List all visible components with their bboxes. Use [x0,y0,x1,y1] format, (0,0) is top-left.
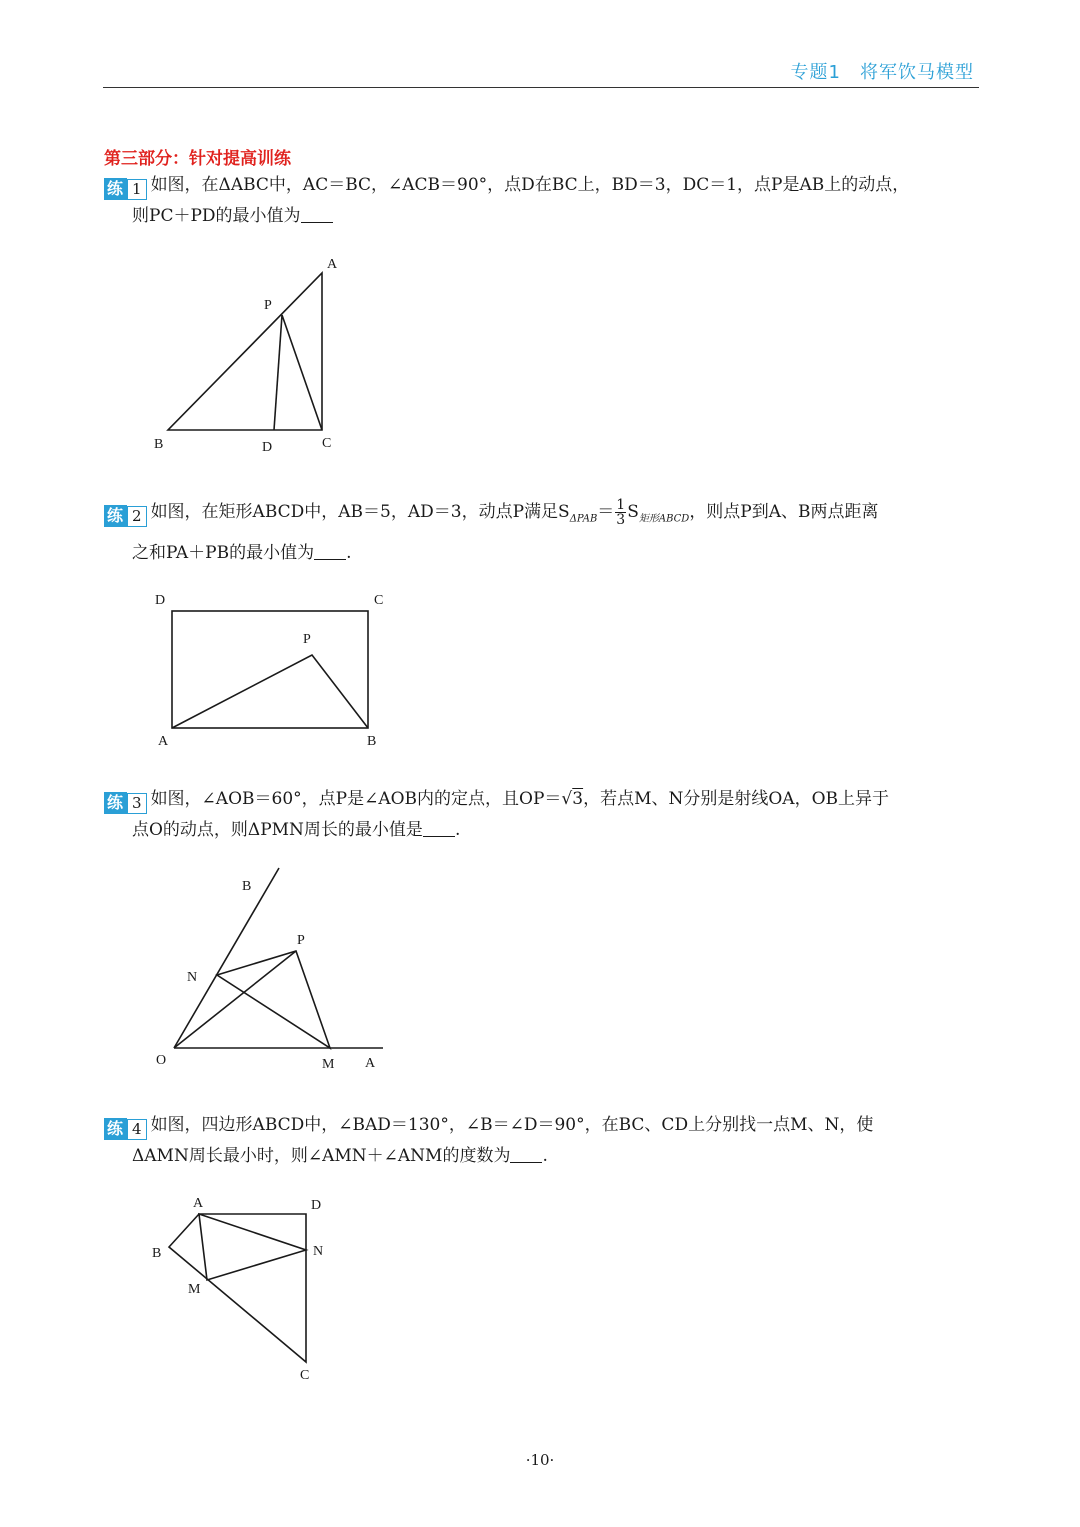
problem-text: 如图，在ΔABC中，AC＝BC，∠ACB＝90°，点D在BC上，BD＝3，DC＝1，点P是AB上的动点， [150,175,910,195]
problem-1 [104,170,980,232]
label-b: B [154,437,164,452]
problem-text: 之和PA＋PB的最小值为 [132,543,315,564]
answer-blank [314,543,346,560]
problem-badge [104,1118,147,1140]
area-symbol: S [627,502,639,522]
badge-label: 练 [104,792,127,814]
badge-number: 3 [127,793,147,814]
ray-ob [174,868,279,1048]
problem-4-line2 [104,1141,980,1172]
answer-blank [301,206,333,223]
page-number: ·10· [525,1451,555,1469]
label-d: D [155,593,166,608]
problem-3-line1 [104,784,980,815]
problem-3 [104,784,980,846]
label-b: B [367,734,377,749]
figure-3 [150,862,390,1077]
header-title: 专题1 将军饮马模型 [790,62,974,83]
label-b: B [242,879,252,894]
label-c: C [322,436,332,451]
label-b: B [152,1246,162,1261]
label-o: O [156,1053,167,1068]
period: . [454,820,461,840]
badge-number: 4 [127,1119,147,1140]
problem-1-line1 [104,170,980,201]
period: . [346,543,352,564]
problem-2 [104,497,980,569]
badge-number: 2 [127,506,147,527]
rectangle-abcd [172,611,368,728]
label-a: A [158,734,169,749]
segments-pa-pb [172,655,368,728]
subscript: ΔPAB [569,513,598,525]
problem-text: ，则点P到A、B两点距离 [689,502,879,522]
fraction-numerator: 1 [616,497,626,513]
problem-badge [104,792,147,814]
answer-blank [423,820,455,837]
label-n: N [313,1244,324,1259]
label-a: A [193,1196,204,1211]
segment-pc [282,315,322,430]
badge-label: 练 [104,505,127,527]
problem-text: 如图，在矩形ABCD中，AB＝5，AD＝3，动点P满足S [150,502,570,522]
problem-4-line1 [104,1110,980,1141]
problem-2-line1 [104,497,980,534]
label-m: M [322,1057,335,1072]
badge-label: 练 [104,1118,127,1140]
problem-4 [104,1110,980,1172]
label-c: C [374,593,384,608]
sqrt-radicand: 3 [572,789,584,809]
problem-2-line2 [104,538,980,569]
problem-1-line2 [104,201,980,232]
label-a: A [365,1056,376,1071]
badge-number: 1 [127,179,147,200]
equals-sign: ＝ [597,502,615,522]
label-d: D [262,440,273,455]
fraction-denominator: 3 [616,512,626,528]
fraction [615,498,626,527]
triangle-abc [168,273,322,430]
problem-text: ，若点M、N分别是射线OA，OB上异于 [583,789,890,809]
segment-op [174,951,296,1048]
problem-badge [104,178,147,200]
label-p: P [303,632,311,647]
triangle-amn [199,1214,306,1280]
label-m: M [188,1282,201,1297]
figure-2 [145,585,405,755]
label-a: A [327,257,338,272]
answer-blank [510,1146,542,1163]
figure-4 [145,1190,335,1385]
subscript: 矩形ABCD [638,513,690,525]
label-d: D [311,1198,322,1213]
problem-3-line2 [104,815,980,846]
problem-text: 如图，∠AOB＝60°，点P是∠AOB内的定点，且OP＝√ [150,789,573,809]
problem-text: 点O的动点，则ΔPMN周长的最小值是 [132,820,423,840]
header-rule [103,87,979,88]
label-p: P [297,933,305,948]
label-p: P [264,298,272,313]
problem-text: 如图，四边形ABCD中，∠BAD＝130°，∠B＝∠D＝90°，在BC、CD上分别找一点M、N，使 [150,1115,874,1135]
problem-text: ΔAMN周长最小时，则∠AMN＋∠ANM的度数为 [132,1146,511,1166]
figure-1 [140,245,360,460]
problem-text: 则PC＋PD的最小值为 [132,206,301,226]
problem-badge [104,505,147,527]
segment-pd [274,315,282,430]
label-c: C [300,1368,310,1383]
label-n: N [187,970,198,985]
section-heading: 第三部分：针对提高训练 [104,149,291,169]
period: . [542,1146,548,1166]
badge-label: 练 [104,178,127,200]
